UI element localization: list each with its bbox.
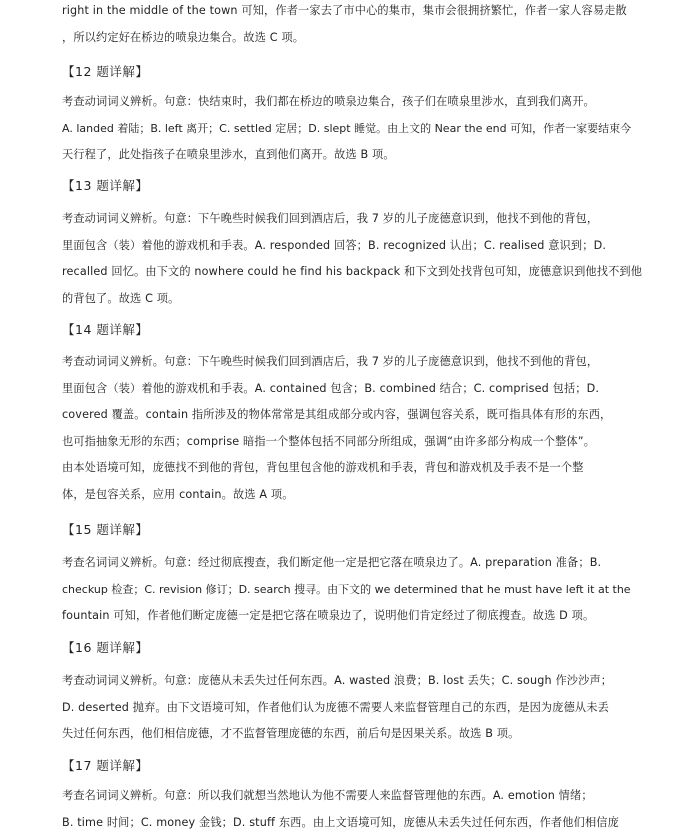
text-line: 里面包含（装）着他的游戏机和手表。A. contained 包含；B. combined 结合；C. comprised 包括；D. bbox=[62, 381, 600, 395]
text-line: covered 覆盖。contain 指所涉及的物体常常是其组成部分或内容，强调包容关系，既可指具体有形的东西， bbox=[62, 408, 612, 421]
text-line: recalled 回忆。由下文的 nowhere could he find his backpack 和下文到处找背包可知，庞德意识到他找不到他 bbox=[62, 265, 643, 278]
section-body-17 bbox=[62, 783, 647, 836]
section-body-13 bbox=[62, 206, 647, 312]
text-line: 体，是包容关系，应用 contain。故选 A 项。 bbox=[62, 487, 294, 501]
text-line: D. deserted 抛弃。由下文语境可知，作者他们认为庞德不需要人来监督管理自己的东西，是因为庞德从未丢 bbox=[62, 700, 609, 714]
section-body-15 bbox=[62, 550, 647, 630]
text-line: checkup 检查；C. revision 修订；D. search 搜寻。由下文的 we determined that he must have left it at the bbox=[62, 582, 631, 596]
text-line: 也可指抽象无形的东西；comprise 暗指一个整体包括不同部分所组成，强调“由许多部分构成一个整体”。 bbox=[62, 434, 596, 448]
text-line: 考查动词词义辨析。句意：下午晚些时候我们回到酒店后，我 7 岁的儿子庞德意识到，他找不到他的背包， bbox=[62, 212, 599, 225]
text-line: 考查动词词义辨析。句意：快结束时，我们都在桥边的喷泉边集合，孩子们在喷泉里涉水，直到我们离开。 bbox=[62, 95, 595, 108]
text-line: 考查名词词义辨析。句意：经过彻底搜查，我们断定他一定是把它落在喷泉边了。A. preparation 准备；B. bbox=[62, 556, 602, 569]
text-line: ，所以约定好在桥边的喷泉边集合。故选 C 项。 bbox=[62, 30, 305, 44]
text-line: 考查动词词义辨析。句意：下午晚些时候我们回到酒店后，我 7 岁的儿子庞德意识到，他找不到他的背包， bbox=[62, 355, 599, 368]
text-line: 天行程了，此处指孩子在喷泉里涉水，直到他们离开。故选 B 项。 bbox=[62, 148, 395, 161]
text-line: fountain 可知，作者他们断定庞德一定是把它落在喷泉边了，说明他们肯定经过了彻底搜查。故选 D 项。 bbox=[62, 609, 595, 622]
text-line: 考查名词词义辨析。句意：所以我们就想当然地认为他不需要人来监督管理他的东西。A. emotion 情绪； bbox=[62, 789, 593, 802]
text-line: 的背包了。故选 C 项。 bbox=[62, 291, 180, 305]
section-body-12 bbox=[62, 89, 647, 169]
section-heading-17: 【17 题详解】 bbox=[62, 758, 149, 773]
section-heading-13: 【13 题详解】 bbox=[62, 178, 149, 193]
text-line: right in the middle of the town 可知，作者一家去了市中心的集市，集市会很拥挤繁忙，作者一家人容易走散 bbox=[62, 4, 627, 17]
section-heading-12: 【12 题详解】 bbox=[62, 64, 149, 79]
section-body-14 bbox=[62, 349, 647, 508]
text-line: 失过任何东西，他们相信庞德，才不监督管理庞德的东西，前后句是因果关系。故选 B 项。 bbox=[62, 727, 520, 740]
text-line: 由本处语境可知，庞德找不到他的背包，背包里包含他的游戏机和手表，背包和游戏机及手表不是一个整 bbox=[62, 461, 584, 474]
intro-paragraph bbox=[62, 0, 647, 51]
text-line: A. landed 着陆；B. left 离开；C. settled 定居；D. slept 睡觉。由上文的 Near the end 可知，作者一家要结束今 bbox=[62, 121, 632, 135]
section-heading-16: 【16 题详解】 bbox=[62, 640, 149, 655]
section-heading-14: 【14 题详解】 bbox=[62, 322, 149, 337]
section-heading-15: 【15 题详解】 bbox=[62, 522, 149, 537]
text-line: 考查动词词义辨析。句意：庞德从未丢失过任何东西。A. wasted 浪费；B. lost 丢失；C. sough 作沙沙声； bbox=[62, 674, 613, 687]
text-line: B. time 时间；C. money 金钱；D. stuff 东西。由上文语境可知，庞德从未丢失过任何东西，作者他们相信庞 bbox=[62, 815, 619, 829]
text-line: 里面包含（装）着他的游戏机和手表。A. responded 回答；B. recognized 认出；C. realised 意识到；D. bbox=[62, 238, 607, 252]
section-body-16 bbox=[62, 668, 647, 748]
